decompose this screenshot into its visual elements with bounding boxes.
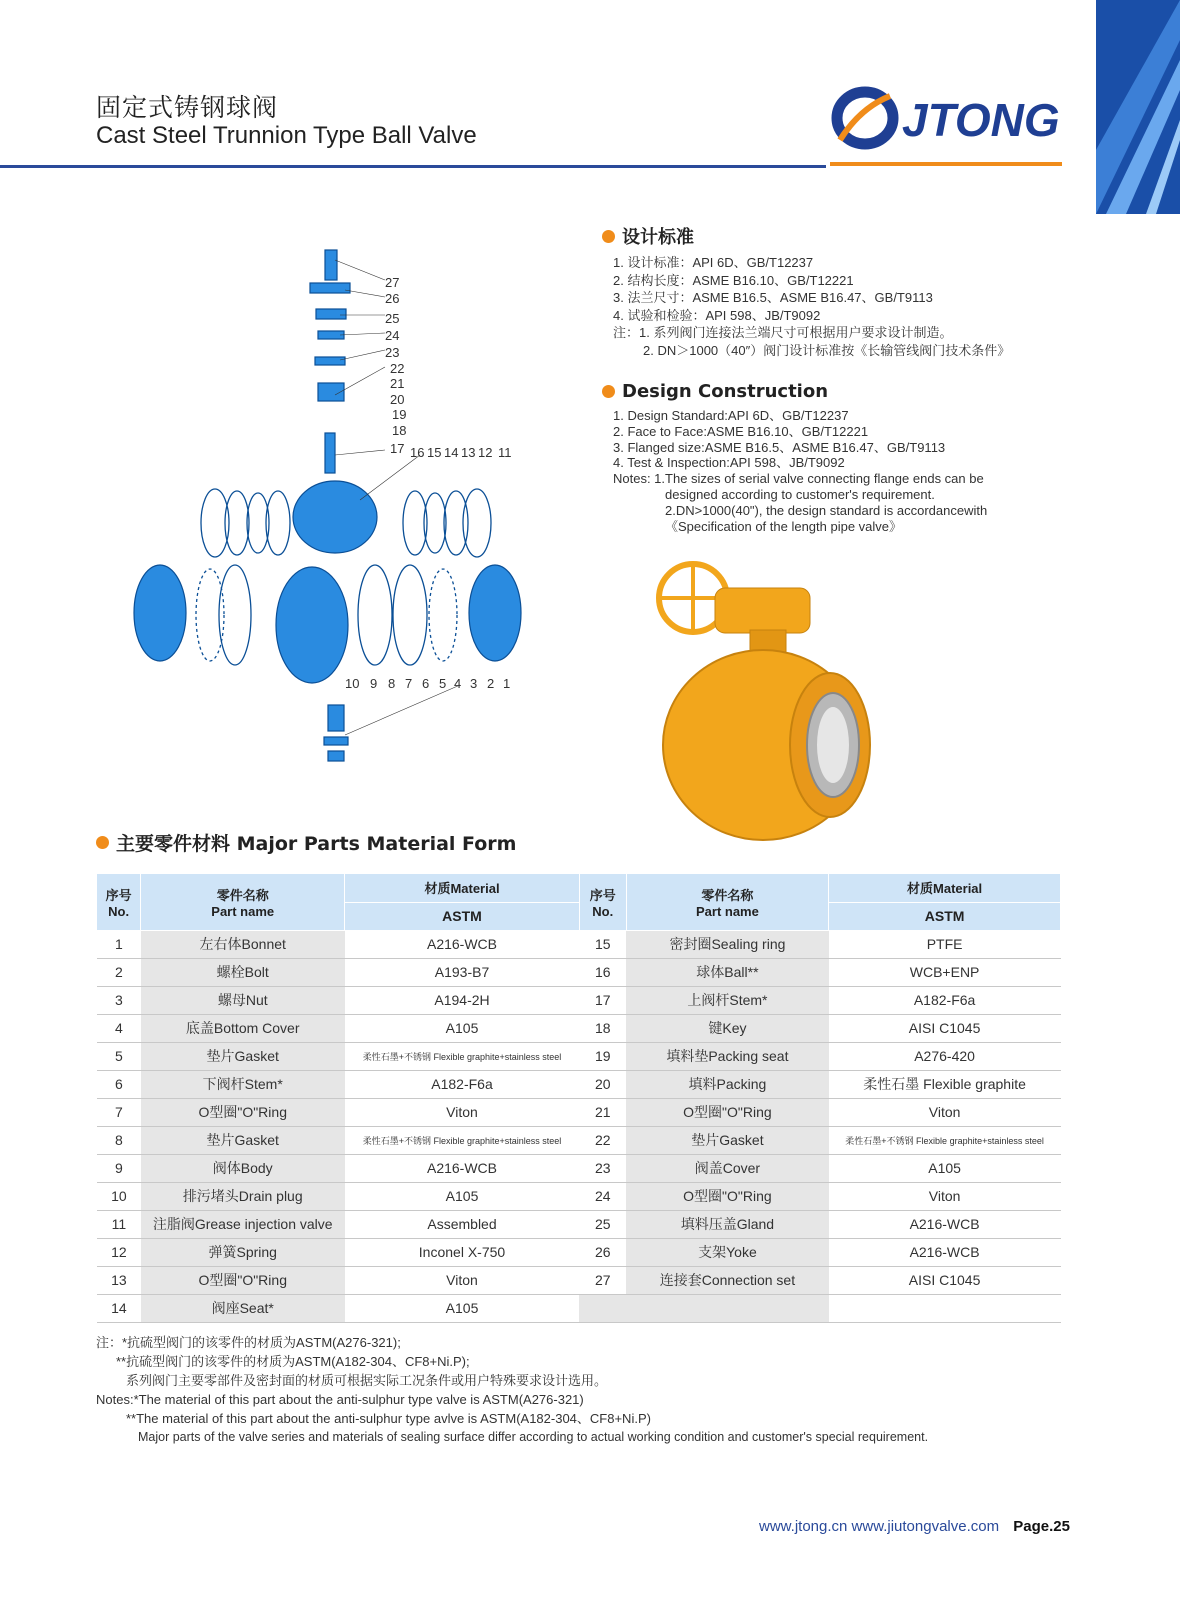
table-row [97,1294,1061,1322]
cell-name: 排污堵头Drain plug [141,1182,345,1210]
svg-text:20: 20 [390,392,405,407]
cell-no: 20 [579,1070,626,1098]
cell-mat: A105 [345,1014,580,1042]
cell-mat: PTFE [829,930,1061,958]
cell-no: 5 [97,1042,141,1070]
logo-text: JTONG [902,94,1060,146]
cell-mat: A182-F6a [345,1070,580,1098]
design-construction-list: 1. Design Standard:API 6D、GB/T12237 2. Face to Face:ASME B16.10、GB/T12221 3. Flanged size:ASME B16.5、ASME B16.47、GB/T9113 4. Test & Inspection:API 598、JB/T9092 Notes: 1.The sizes of serial valve connecting flange ends can be designed according to customer's requirement. 2.DN>1000(40"), the design standard is accordancewith 《Specification of the length pipe valve》 [613,408,988,534]
svg-text:3: 3 [470,676,478,691]
page-title-en: Cast Steel Trunnion Type Ball Valve [96,122,477,149]
cell-mat: Viton [829,1182,1061,1210]
cell-name: 垫片Gasket [626,1126,829,1154]
cell-name: 螺栓Bolt [141,958,345,986]
cell-name: 注脂阀Grease injection valve [141,1210,345,1238]
cell-no [579,1294,626,1322]
table-row [97,958,1061,986]
jtong-logo [830,78,1090,168]
cell-name: 弹簧Spring [141,1238,345,1266]
cell-no: 22 [579,1126,626,1154]
cell-mat: WCB+ENP [829,958,1061,986]
cell-name: 支架Yoke [626,1238,829,1266]
table-row [97,1042,1061,1070]
svg-text:10: 10 [345,676,360,691]
svg-text:11: 11 [498,445,512,460]
cell-no: 8 [97,1126,141,1154]
exploded-view-diagram [120,245,540,785]
design-standard-heading-cn: 设计标准 [602,223,694,249]
table-row [97,1266,1061,1294]
cell-no: 13 [97,1266,141,1294]
cell-no: 27 [579,1266,626,1294]
col-astm-header: ASTM [829,902,1061,930]
cell-no: 24 [579,1182,626,1210]
design-construction-heading: Design Construction [602,381,828,402]
svg-text:15: 15 [427,445,442,460]
cell-name: 连接套Connection set [626,1266,829,1294]
cell-name: O型圈"O"Ring [141,1098,345,1126]
page-footer [759,1518,1070,1535]
cell-mat: 柔性石墨+不锈钢 Flexible graphite+stainless steel [345,1042,580,1070]
cell-name: 球体Ball** [626,958,829,986]
table-row [97,1182,1061,1210]
cell-name: 上阀杆Stem* [626,986,829,1014]
cell-mat: A216-WCB [345,930,580,958]
table-row [97,1014,1061,1042]
cell-name: 阀体Body [141,1154,345,1182]
cell-mat: A193-B7 [345,958,580,986]
cell-mat: Assembled [345,1210,580,1238]
cell-mat: 柔性石墨+不锈钢 Flexible graphite+stainless steel [829,1126,1061,1154]
cell-name: 阀座Seat* [141,1294,345,1322]
svg-text:17: 17 [390,441,405,456]
cell-mat: Viton [829,1098,1061,1126]
cell-no: 4 [97,1014,141,1042]
cell-name: O型圈"O"Ring [141,1266,345,1294]
col-name-header: 零件名称 Part name [141,874,345,930]
col-material-header: 材质Material [829,874,1061,902]
col-material-header: 材质Material [345,874,580,902]
cell-no: 14 [97,1294,141,1322]
table-row [97,1070,1061,1098]
table-row [97,1210,1061,1238]
svg-text:22: 22 [390,361,405,376]
col-no-header: 序号 No. [97,874,141,930]
bullet-dot [96,836,109,849]
table-row [97,1238,1061,1266]
design-standard-list-cn: 1. 设计标准：API 6D、GB/T12237 2. 结构长度：ASME B16.10、GB/T12221 3. 法兰尺寸：ASME B16.5、ASME B16.47、GB/T9113 4. 试验和检验：API 598、JB/T9092 注：1. 系列阀门连接法兰端尺寸可根据用户要求设计制造。 2. DN＞1000（40″）阀门设计标准按《长输管线阀门技术条件》 [613,255,1011,358]
cell-mat: A216-WCB [345,1154,580,1182]
cell-no: 17 [579,986,626,1014]
table-row [97,1126,1061,1154]
table-row [97,1154,1061,1182]
cell-no: 23 [579,1154,626,1182]
cell-name: 垫片Gasket [141,1126,345,1154]
cell-mat: A182-F6a [829,986,1061,1014]
cell-name: 填料垫Packing seat [626,1042,829,1070]
page-title-cn: 固定式铸钢球阀 [96,93,279,122]
svg-text:13: 13 [461,445,476,460]
cell-no: 11 [97,1210,141,1238]
cell-no: 26 [579,1238,626,1266]
svg-text:14: 14 [444,445,459,460]
cell-mat: Inconel X-750 [345,1238,580,1266]
svg-text:23: 23 [385,345,400,360]
cell-no: 16 [579,958,626,986]
cell-mat [829,1294,1061,1322]
page-number: Page.25 [1013,1518,1070,1535]
website-links[interactable]: www.jtong.cn www.jiutongvalve.com [759,1518,1000,1535]
cell-mat: 柔性石墨+不锈钢 Flexible graphite+stainless steel [345,1126,580,1154]
table-row [97,1098,1061,1126]
cell-name: 填料压盖Gland [626,1210,829,1238]
svg-text:7: 7 [405,676,413,691]
svg-text:4: 4 [454,676,462,691]
cell-no: 3 [97,986,141,1014]
bullet-dot [602,385,615,398]
svg-text:1: 1 [503,676,511,691]
cell-mat: A216-WCB [829,1238,1061,1266]
svg-text:18: 18 [392,423,407,438]
parts-material-table [97,874,1061,1323]
cell-name: 键Key [626,1014,829,1042]
cell-name: 密封圈Sealing ring [626,930,829,958]
cell-mat: A276-420 [829,1042,1061,1070]
cell-no: 2 [97,958,141,986]
svg-text:9: 9 [370,676,378,691]
cell-no: 19 [579,1042,626,1070]
cell-mat: A105 [829,1154,1061,1182]
footnotes: 注：*抗硫型阀门的该零件的材质为ASTM(A276-321); **抗硫型阀门的该零件的材质为ASTM(A182-304、CF8+Ni.P); 系列阀门主要零部件及密封面的材质可根据实际工况条件或用户特殊要求设计选用。 Notes:*The material of this part about the anti-sulphur type valve is ASTM(A276-321) **The material of this part about the anti-sulphur type avlve is ASTM(A182-304、CF8+Ni.P) Major parts of the valve series and materials of sealing surface differ according to actual working condition and customer's special requirement. [96,1335,929,1444]
svg-text:24: 24 [385,328,400,343]
cell-mat: A194-2H [345,986,580,1014]
cell-name: 填料Packing [626,1070,829,1098]
cell-no: 1 [97,930,141,958]
bullet-dot [602,230,615,243]
svg-text:6: 6 [422,676,430,691]
cell-no: 9 [97,1154,141,1182]
ball-valve-photo [655,560,885,850]
cell-name: 螺母Nut [141,986,345,1014]
cell-mat: A105 [345,1294,580,1322]
svg-text:21: 21 [390,376,405,391]
cell-mat: AISI C1045 [829,1014,1061,1042]
cell-name: O型圈"O"Ring [626,1098,829,1126]
cell-mat: A105 [345,1182,580,1210]
cell-name: O型圈"O"Ring [626,1182,829,1210]
svg-text:27: 27 [385,275,400,290]
svg-text:5: 5 [439,676,447,691]
cell-mat: Viton [345,1098,580,1126]
table-row [97,930,1061,958]
svg-text:12: 12 [478,445,493,460]
cell-name: 下阀杆Stem* [141,1070,345,1098]
cell-no: 18 [579,1014,626,1042]
col-name-header: 零件名称 Part name [626,874,829,930]
cell-mat: Viton [345,1266,580,1294]
cell-mat: AISI C1045 [829,1266,1061,1294]
cell-name: 阀盖Cover [626,1154,829,1182]
parts-table-heading: 主要零件材料 Major Parts Material Form [96,829,516,856]
cell-name: 左右体Bonnet [141,930,345,958]
svg-text:8: 8 [388,676,396,691]
cell-mat: A216-WCB [829,1210,1061,1238]
svg-text:25: 25 [385,311,400,326]
cell-no: 7 [97,1098,141,1126]
col-no-header: 序号 No. [579,874,626,930]
cell-no: 6 [97,1070,141,1098]
col-astm-header: ASTM [345,902,580,930]
cell-name: 垫片Gasket [141,1042,345,1070]
cell-no: 12 [97,1238,141,1266]
cell-no: 15 [579,930,626,958]
table-row [97,986,1061,1014]
cell-mat: 柔性石墨 Flexible graphite [829,1070,1061,1098]
svg-text:26: 26 [385,291,400,306]
logo-swirl-icon [837,92,893,144]
svg-text:19: 19 [392,407,407,422]
cell-name: 底盖Bottom Cover [141,1014,345,1042]
cell-no: 10 [97,1182,141,1210]
header-divider [0,165,826,168]
cell-no: 21 [579,1098,626,1126]
corner-decoration [1096,0,1180,214]
cell-name [626,1294,829,1322]
svg-text:2: 2 [487,676,495,691]
svg-text:16: 16 [410,445,425,460]
cell-no: 25 [579,1210,626,1238]
